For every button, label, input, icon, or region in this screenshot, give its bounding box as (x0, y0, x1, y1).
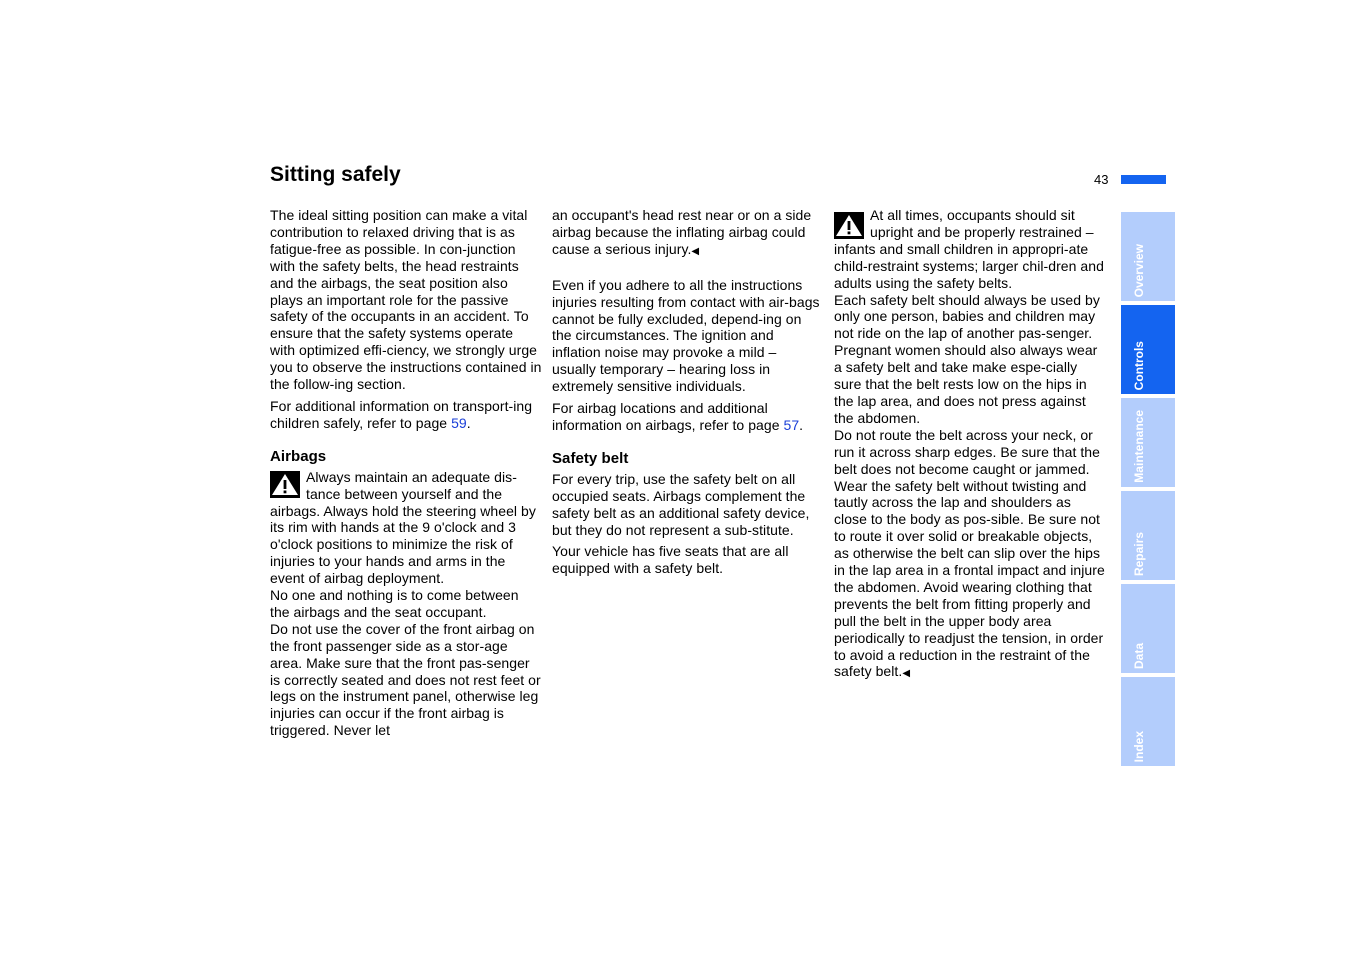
page-link-57[interactable]: 57 (783, 416, 800, 433)
belt-warning-text-1: At all times, occupants should sit upright and be properly restrained – infants and small children in appropri-ate child-restraint systems; larger chil-dren and adults using the safety belts. (834, 207, 1104, 291)
airbag-warning-text-3: Do not use the cover of the front airbag on the front passenger side as a stor-age area. Make sure that the front pas-senger is correctly seated and does not rest feet or legs on the instrument panel, otherwise leg injuries can occur if the front airbag is triggered. Never let (270, 620, 541, 739)
section-tabs (1121, 212, 1175, 770)
end-marker-icon: ◀ (902, 668, 911, 680)
airbag-locations-paragraph: For airbag locations and additional information on airbags, refer to page 57. (552, 400, 804, 433)
belt-warning-text-2: Each safety belt should always be used by only one person, babies and children may not ride on the lap of another pas-senger. (834, 291, 1100, 342)
tab-maintenance[interactable]: Maintenance (1121, 398, 1175, 487)
page-marker-bar (1121, 175, 1166, 184)
airbag-warning-text-2: No one and nothing is to come between the airbags and the seat occupant. (270, 587, 519, 620)
tab-controls[interactable]: Controls (1121, 305, 1175, 394)
belt-warning-text-4: Do not route the belt across your neck, or run it across sharp edges. Be sure that the belt does not become caught or jammed. Wear the safety belt without twisting and tautly across the lap and shoulders as close to the body as pos-sible. Be sure not to route it over solid or breakable objects, as otherwise the belt can slip over the hips in the lap area in a frontal impact and injure the abdomen. Avoid wearing clothing that prevents the belt from fitting properly and pull the belt in the upper body area periodically to readjust the tension, in order to avoid a reduction in the restraint of the safety belt.◀ (834, 426, 1105, 680)
page-number: 43 (1094, 172, 1109, 187)
column-1 (270, 207, 542, 739)
tab-overview[interactable]: Overview (1121, 212, 1175, 301)
page-link-59[interactable]: 59 (451, 414, 467, 431)
safety-belt-warning (834, 207, 1106, 683)
column-2 (552, 207, 824, 577)
tab-repairs[interactable]: Repairs (1121, 491, 1175, 580)
page-title: Sitting safely (270, 163, 401, 186)
safety-belt-paragraph: For every trip, use the safety belt on all occupied seats. Airbags complement the safety belt as an additional safety device, but they do not represent a sub-stitute. (552, 470, 810, 538)
safety-belt-heading: Safety belt (552, 449, 629, 467)
airbag-warning-continued: an occupant's head rest near or on a side airbag because the inflating airbag could cause a serious injury.◀ (552, 207, 812, 257)
intro-paragraph: The ideal sitting position can make a vital contribution to relaxed driving that is as fatigue-free as possible. In con-junction with the safety belts, the head restraints and the airbags, the seat position also plays an important role for the passive safety of the occupants in an accident. To ensure that the safety systems operate with optimized effi-ciency, we strongly urge you to observe the instructions contained in the follow-ing section. (270, 207, 542, 393)
warning-triangle-icon (834, 212, 864, 239)
five-seats-paragraph: Your vehicle has five seats that are all equipped with a safety belt. (552, 543, 789, 577)
tab-index[interactable]: Index (1121, 677, 1175, 766)
tab-data[interactable]: Data (1121, 584, 1175, 673)
column-3 (834, 207, 1106, 683)
end-marker-icon: ◀ (691, 245, 700, 257)
airbag-injury-paragraph: Even if you adhere to all the instructions injuries resulting from contact with air-bags cannot be fully excluded, depend-ing on the circumstances. The ignition and inflation noise may provoke a mild – usually temporary – hearing loss in extremely sensitive individuals. (552, 276, 820, 395)
airbag-warning-text-1: Always maintain an adequate dis-tance between yourself and the airbags. Always hold the steering wheel by its rim with hands at the 9 o'clock and 3 o'clock positions to minimize the risk of injuries to your hands and arms in the event of airbag deployment. (270, 468, 536, 587)
airbag-warning (270, 469, 542, 740)
airbags-heading: Airbags (270, 447, 327, 465)
transport-children-paragraph: For additional information on transport-ing children safely, refer to page 59. (270, 397, 533, 431)
belt-warning-text-3: Pregnant women should also always wear a safety belt and take make espe-cially sure that the belt rests low on the hips in the lap area, and does not press against the abdomen. (834, 342, 1098, 426)
warning-triangle-icon (270, 471, 300, 498)
